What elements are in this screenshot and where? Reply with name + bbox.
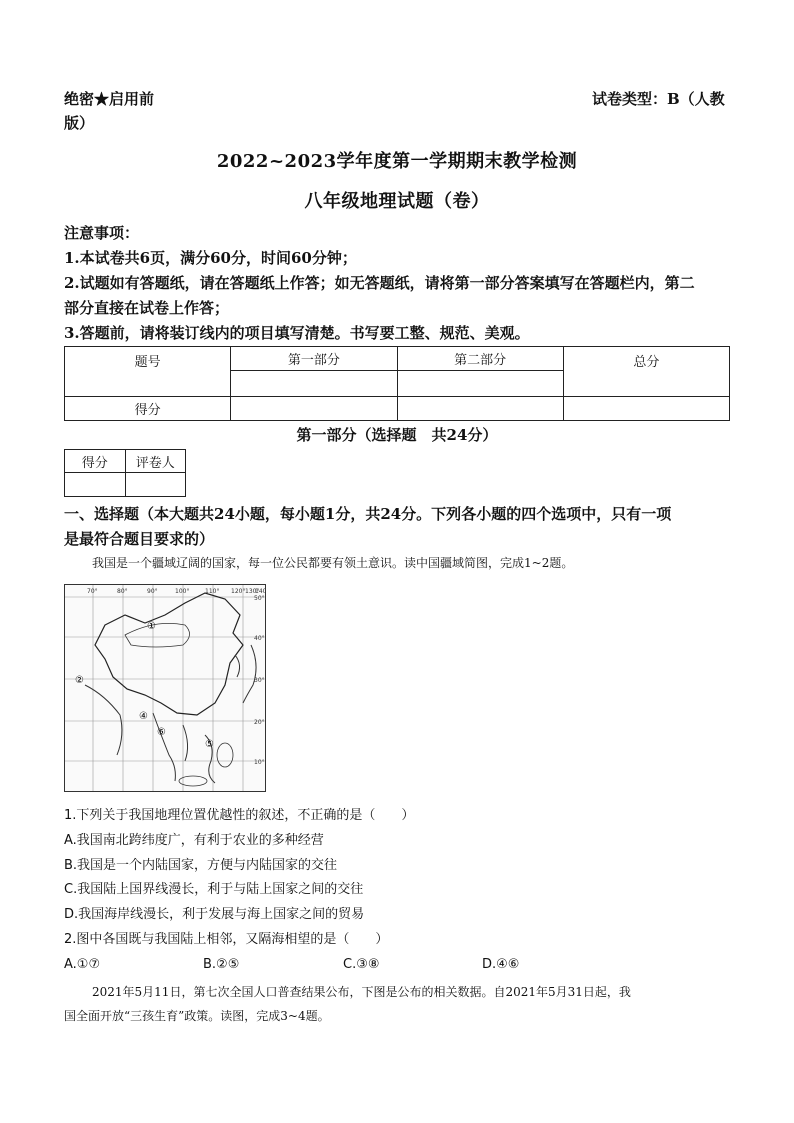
choice-heading: 一、选择题（本大题共24小题，每小题1分，共24分。下列各小题的四个选项中，只有一项 xyxy=(64,505,672,523)
score-cell xyxy=(231,397,397,421)
score-header-total: 总分 xyxy=(563,347,729,397)
grader-name-label: 评卷人 xyxy=(125,450,186,473)
score-cell xyxy=(397,371,563,397)
q2-option-b: B.②⑤ xyxy=(203,957,240,972)
note-item: 部分直接在试卷上作答； xyxy=(64,299,230,317)
section1-title: 第一部分（选择题 共24分） xyxy=(296,426,498,444)
q2-option-c: C.③⑧ xyxy=(343,957,380,972)
note-item: 2.试题如有答题纸，请在答题纸上作答；如无答题纸，请将第一部分答案填写在答题栏内，第二 xyxy=(64,274,695,292)
grader-score-label: 得分 xyxy=(65,450,126,473)
china-territory-map xyxy=(64,584,266,792)
lon-label: 110° xyxy=(205,588,220,595)
q1-option-c: C.我国陆上国界线漫长，利于与陆上国家之间的交往 xyxy=(64,882,364,897)
map-marker: ④ xyxy=(139,711,148,722)
score-table xyxy=(64,346,730,421)
population-intro: 2021年5月11日，第七次全国人口普查结果公布，下图是公布的相关数据。自2021年5月31日起，我 xyxy=(92,985,631,999)
score-cell xyxy=(231,371,397,397)
score-cell xyxy=(563,397,729,421)
q2-option-d: D.④⑥ xyxy=(482,957,520,972)
lat-label: 30° xyxy=(254,677,265,684)
q1-option-a: A.我国南北跨纬度广，有利于农业的多种经营 xyxy=(64,833,324,848)
q1-option-b: B.我国是一个内陆国家，方便与内陆国家的交往 xyxy=(64,858,338,873)
lat-label: 10° xyxy=(254,759,265,766)
population-intro-cont: 国全面开放“三孩生育”政策。读图，完成3~4题。 xyxy=(64,1009,330,1023)
lon-label: 70° xyxy=(87,588,98,595)
map-marker: ⑥ xyxy=(157,727,166,738)
lon-label: 80° xyxy=(117,588,128,595)
score-row-label: 得分 xyxy=(65,397,231,421)
header-confidential: 绝密★启用前 xyxy=(64,90,155,108)
exam-title: 2022~2023学年度第一学期期末教学检测 xyxy=(216,151,578,172)
question-1-stem: 1.下列关于我国地理位置优越性的叙述，不正确的是（ ） xyxy=(64,808,415,823)
q2-option-a: A.①⑦ xyxy=(64,957,101,972)
lat-label: 50° xyxy=(254,595,265,602)
exam-subtitle: 八年级地理试题（卷） xyxy=(304,191,490,212)
lon-label: 90° xyxy=(147,588,158,595)
grader-cell xyxy=(125,473,186,497)
lon-label: 130° xyxy=(245,588,260,595)
header-paper-type: 试卷类型：B（人教 xyxy=(592,90,725,108)
lat-label: 40° xyxy=(254,635,265,642)
score-header-part2: 第二部分 xyxy=(397,347,563,371)
grader-cell xyxy=(65,473,126,497)
notes-heading: 注意事项： xyxy=(64,224,140,242)
map-marker: ⑤ xyxy=(205,739,214,750)
grader-table xyxy=(64,449,186,497)
map-marker: ① xyxy=(147,621,156,632)
map-intro: 我国是一个疆域辽阔的国家，每一位公民都要有领土意识。读中国疆域简图，完成1~2题。 xyxy=(92,556,574,570)
note-item: 3.答题前，请将装订线内的项目填写清楚。书写要工整、规范、美观。 xyxy=(64,324,530,342)
lon-label: 140 xyxy=(255,588,265,595)
question-2-stem: 2.图中各国既与我国陆上相邻，又隔海相望的是（ ） xyxy=(64,932,389,947)
map-graphic xyxy=(65,585,265,791)
score-header-part1: 第一部分 xyxy=(231,347,397,371)
map-marker: ② xyxy=(75,675,84,686)
header-edition: 版） xyxy=(64,114,95,132)
lon-label: 100° xyxy=(175,588,190,595)
lon-label: 120° xyxy=(231,588,246,595)
score-header-tihao: 题号 xyxy=(65,347,231,397)
choice-heading-cont: 是最符合题目要求的） xyxy=(64,530,215,548)
lat-label: 20° xyxy=(254,719,265,726)
score-cell xyxy=(397,397,563,421)
note-item: 1.本试卷共6页，满分60分，时间60分钟； xyxy=(64,249,357,267)
q1-option-d: D.我国海岸线漫长，利于发展与海上国家之间的贸易 xyxy=(64,907,365,922)
